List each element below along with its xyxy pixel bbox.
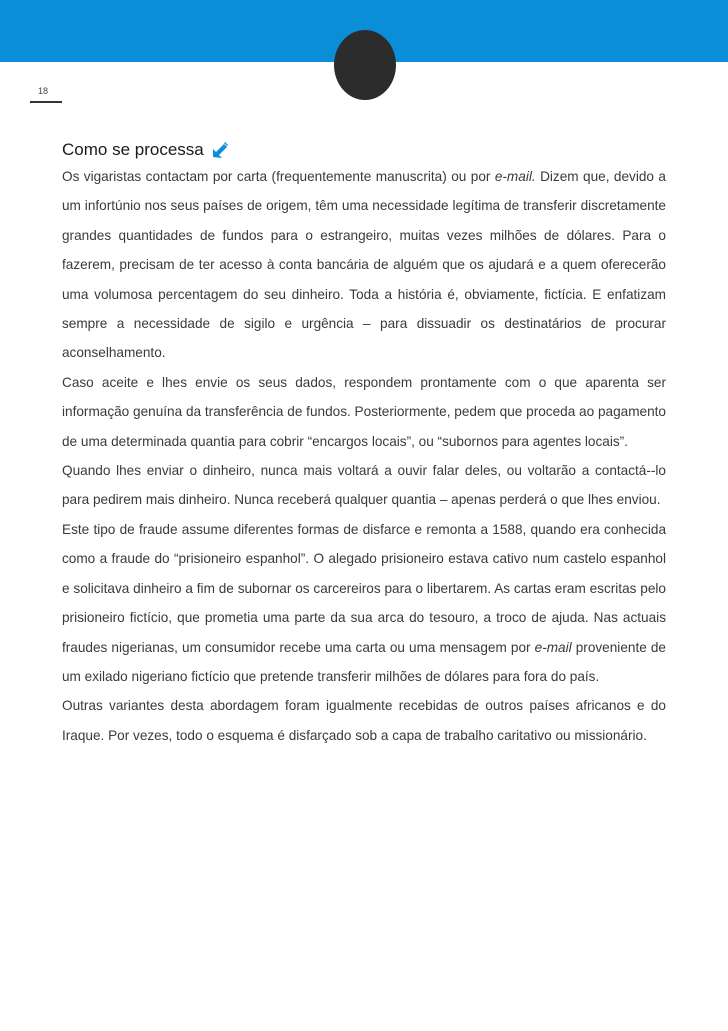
paragraph-text: Dizem que, devido a um infortúnio nos seus países de origem, têm uma necessidade legítima de transferir discretamente grandes quantidades de fundos para o estrangeiro, muitas vezes milhões de dólares. Para o fazerem, precisam de ter acesso à conta bancária de alguém que os ajudará e a quem oferecerão uma volumosa percentagem do seu dinheiro. Toda a história é, obviamente, fictícia. E enfatizam sempre a necessidade de sigilo e urgência – para dissuadir os destinatários de procurar aconselhamento. <box>62 169 666 361</box>
paragraph-text: proveniente de um exilado nigeriano fictício que pretende transferir milhões de dólares para fora do país. <box>62 639 666 684</box>
paragraph-text: Os vigaristas contactam por carta (frequentemente manuscrita) ou por <box>62 169 495 184</box>
page-number-rule <box>30 101 62 103</box>
page-number: 18 <box>38 86 49 96</box>
italic-text: e-mail. <box>494 169 536 184</box>
body-paragraph <box>62 691 666 750</box>
paragraph-text: Quando lhes enviar o dinheiro, nunca mais voltará a ouvir falar deles, ou voltarão a contactá--lo para pedirem mais dinheiro. Nunca receberá qualquer quantia – apenas perderá o que lhes enviou. <box>62 463 666 508</box>
paragraph-text: Caso aceite e lhes envie os seus dados, respondem prontamente com o que aparenta ser informação genuína da transferência de fundos. Posteriormente, pedem que proceda ao pagamento de uma determinada quantia para cobrir “encargos locais”, ou “subornos para agentes locais”. <box>62 374 666 449</box>
paragraph-text: Este tipo de fraude assume diferentes formas de disfarce e remonta a 1588, quando era conhecida como a fraude do “prisioneiro espanhol”. O alegado prisioneiro estava cativo num castelo espanhol e solicitava dinheiro a fim de subornar os carcereiros para o libertarem. As cartas eram escritas pelo prisioneiro fictício, que prometia uma parte da sua arca do tesouro, a troco de ajuda. Nas actuais fraudes nigerianas, um consumidor recebe uma carta ou uma mensagem por <box>62 521 666 655</box>
paragraph-list <box>62 162 666 750</box>
body-paragraph <box>62 515 666 691</box>
section-title: Como se processa <box>62 140 204 159</box>
body-paragraph <box>62 456 666 515</box>
section-heading <box>62 138 666 162</box>
paragraph-text: Outras variantes desta abordagem foram igualmente recebidas de outros países africanos e do Iraque. Por vezes, todo o esquema é disfarçado sob a capa de trabalho caritativo ou missionário. <box>62 698 666 743</box>
body-paragraph <box>62 162 666 368</box>
article-body <box>62 138 666 750</box>
italic-text: e-mail <box>534 639 572 655</box>
pencil-arrow-icon <box>210 140 230 160</box>
decorative-circle <box>334 30 396 100</box>
body-paragraph <box>62 368 666 456</box>
